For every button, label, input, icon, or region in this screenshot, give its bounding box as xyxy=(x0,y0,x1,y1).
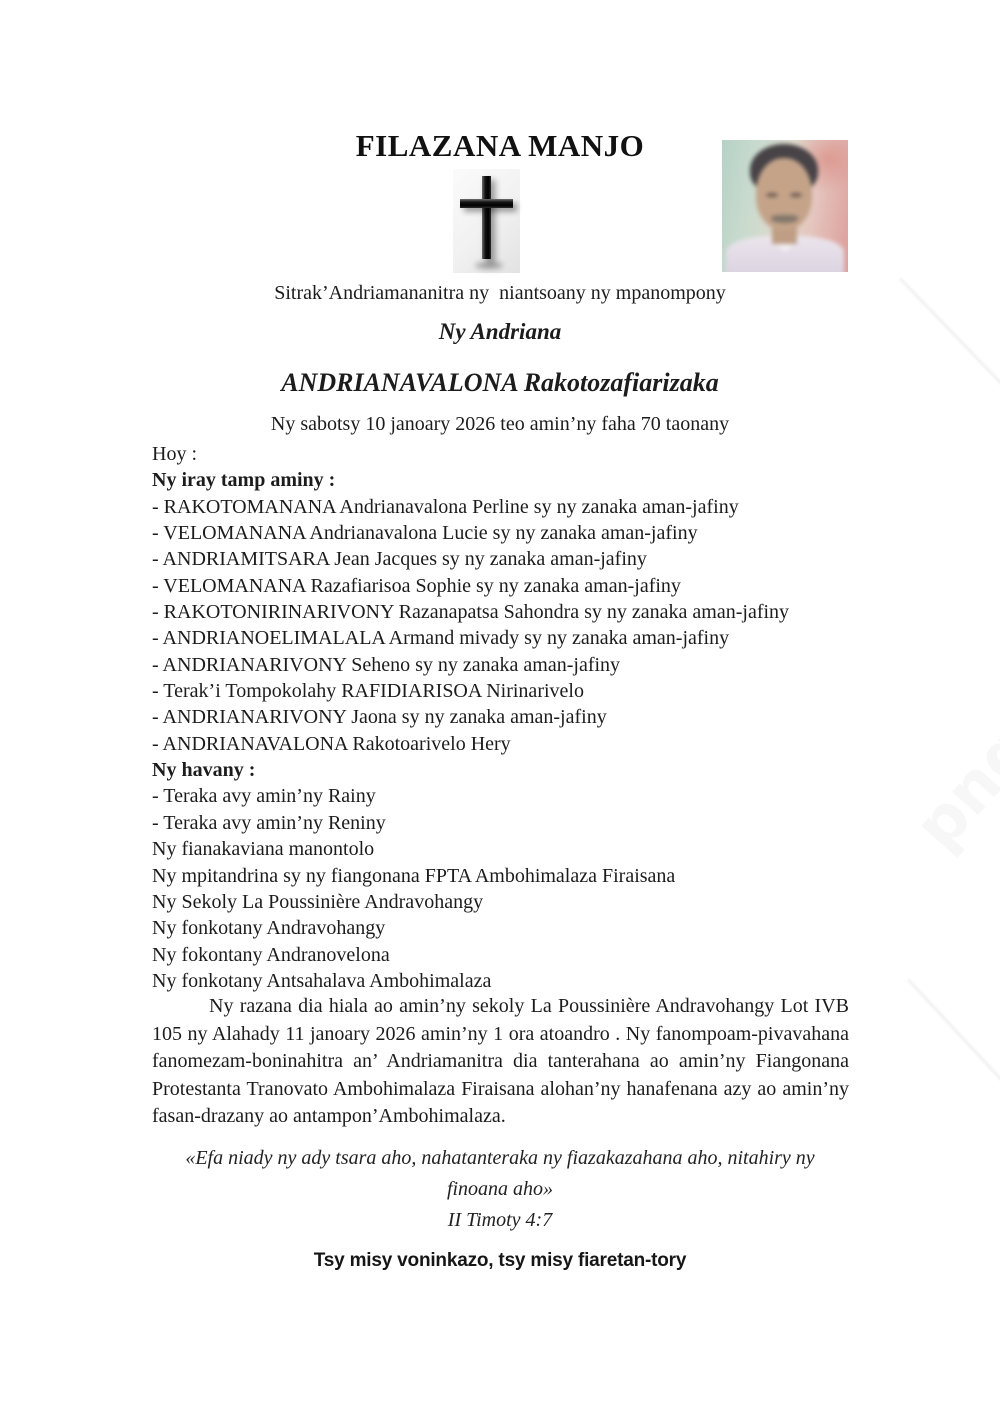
subtitle-line: Sitrak’Andriamananitra ny niantsoany ny mpanompony xyxy=(274,282,726,304)
relatives-list-item: Ny fokontany Andranovelona xyxy=(152,943,390,966)
family-lists-block xyxy=(152,441,852,994)
family-list-item: - RAKOTOMANANA Andrianavalona Perline sy ny zanaka aman-jafiny xyxy=(152,495,739,518)
relatives-list-item: Ny Sekoly La Poussinière Andravohangy xyxy=(152,890,484,913)
footer-note: Tsy misy voninkazo, tsy misy fiaretan-tory xyxy=(313,1250,687,1271)
relatives-list-item: Ny fianakaviana manontolo xyxy=(152,838,375,861)
relatives-list-item: Ny mpitandrina sy ny fiangonana FPTA Ambohimalaza Firaisana xyxy=(152,864,676,887)
relatives-list-item: - Teraka avy amin’ny Reniny xyxy=(152,811,386,834)
relatives-section-heading: Ny havany : xyxy=(152,759,256,782)
bible-quote-block xyxy=(160,1143,840,1236)
family-list-item: - VELOMANANA Razafiarisoa Sophie sy ny zanaka aman-jafiny xyxy=(152,574,681,597)
family-list-item: - ANDRIANAVALONA Rakotoarivelo Hery xyxy=(152,732,511,755)
cross-shadow xyxy=(475,262,503,269)
memorial-cross-icon xyxy=(453,169,520,273)
relatives-list-item: Ny fonkotany Andravohangy xyxy=(152,917,386,940)
portrait-mustache xyxy=(771,215,798,223)
relatives-list-item: - Teraka avy amin’ny Rainy xyxy=(152,785,376,808)
family-list-item: - VELOMANANA Andrianavalona Lucie sy ny zanaka aman-jafiny xyxy=(152,522,698,545)
family-list-item: - Terak’i Tompokolahy RAFIDIARISOA Nirinarivelo xyxy=(152,680,584,703)
portrait-left-eye xyxy=(766,193,778,197)
family-list-item: - ANDRIAMITSARA Jean Jacques sy ny zanaka aman-jafiny xyxy=(152,548,647,571)
deceased-name: ANDRIANAVALONA Rakotozafiarizaka xyxy=(281,368,719,397)
page-title: FILAZANA MANJO xyxy=(355,128,645,163)
scan-artifact-line xyxy=(907,978,1000,1082)
hoy-label: Hoy : xyxy=(152,443,197,465)
family-list-item: - ANDRIANARIVONY Jaona sy ny zanaka aman-jafiny xyxy=(152,706,607,729)
bible-quote-text: «Efa niady ny ady tsara aho, nahatanteraka ny fiazakazahana aho, nitahiry ny finoana aho» xyxy=(185,1147,815,1200)
family-list-item: - ANDRIANARIVONY Seheno sy ny zanaka aman-jafiny xyxy=(152,653,621,676)
family-section-heading: Ny iray tamp aminy : xyxy=(152,469,336,492)
family-list-item: - ANDRIANOELIMALALA Armand mivady sy ny zanaka aman-jafiny xyxy=(152,627,730,650)
portrait-painting xyxy=(722,140,848,272)
cross-vertical-bar xyxy=(482,176,491,259)
family-list-item: - RAKOTONIRINARIVONY Razanapatsa Sahondra sy ny zanaka aman-jafiny xyxy=(152,601,790,624)
portrait-right-eye xyxy=(790,193,802,197)
bible-quote-reference: II Timoty 4:7 xyxy=(447,1209,553,1231)
funeral-announcement-paragraph: Ny razana dia hiala ao amin’ny sekoly La Poussinière Andravohangy Lot IVB 105 ny Alahady 11 janoary 2026 amin’ny 1 ora atoandro . Ny fanompoam-pivavahana fanomezam-boninahitra an’ Andriamanitra dia tanterahana ao amin’ny Fiangonana Protestanta Tranovato Ambohimalaza Firaisana alohan’ny hanafenana azy ao amin’ny fasan-drazany ao antampon’Ambohimalaza. xyxy=(152,995,849,1128)
cross-horizontal-bar xyxy=(460,199,513,208)
relatives-list-item: Ny fonkotany Antsahalava Ambohimalaza xyxy=(152,969,492,992)
death-date-line: Ny sabotsy 10 janoary 2026 teo amin’ny faha 70 taonany xyxy=(270,413,730,435)
honorific-line: Ny Andriana xyxy=(438,319,562,344)
watermark-artifact xyxy=(901,710,1000,864)
deceased-portrait-photo xyxy=(722,140,848,272)
